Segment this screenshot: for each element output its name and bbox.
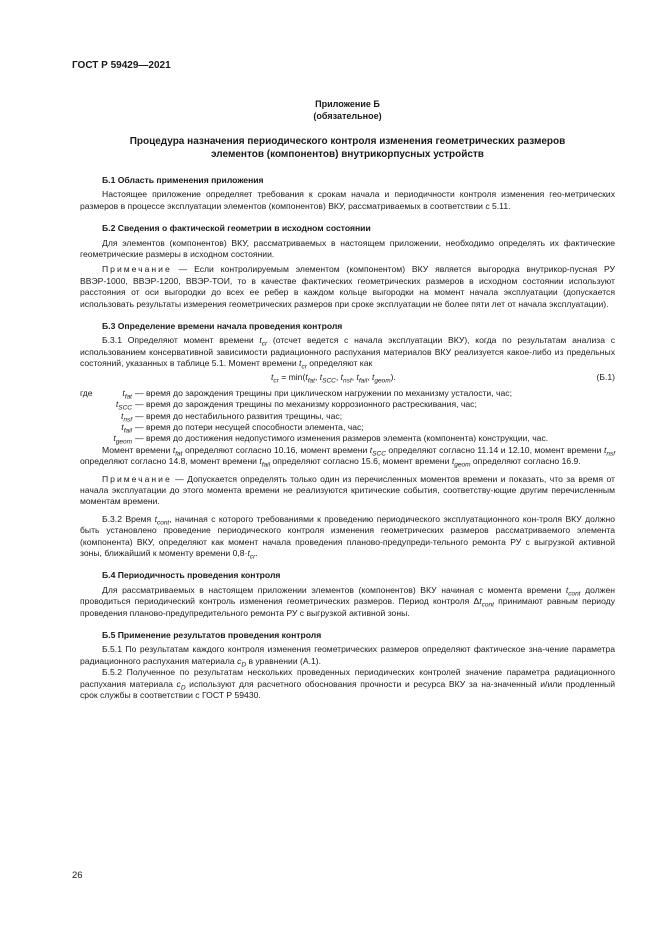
- section-b1-paragraph: Настоящее приложение определяет требования к срокам начала и периодичности контроля изменения гео-метрических размеров в процессе эксплуатации элементов (компонентов) ВКУ, рассматриваемых в соответствии с 5.11.: [80, 189, 615, 211]
- note-label: Примечание: [102, 473, 172, 484]
- appendix-title-line-2: элементов (компонентов) внутрикорпусных устройств: [211, 148, 484, 160]
- section-b2-note: Примечание — Если контролируемым элементом (компонентом) ВКУ является выгородка внутрикор-пусная РУ ВВЭР-1000, ВВЭР-1200, ВВЭР-ТОИ, то в качестве фактических геометрических размеров в исходном состоянии используют расстояния от оси выгородки до всех ее ребер в каждом кольце выгородки на момент начала эксплуатации (допускается использовать результаты измерения геометрических размеров при сроке эксплуатации не более пяти лет от начала эксплуатации).: [80, 264, 615, 309]
- section-b5-2-paragraph: Б.5.2 Полученное по результатам нескольких проведенных периодических контролей значение параметра радиационного распухания материала $c_D$ используют для расчетного обоснования прочности и ресурса ВКУ за на-значенный и/или продленный срок службы в соответствии с ГОСТ Р 59430.: [80, 667, 615, 701]
- section-b4-paragraph: Для рассматриваемых в настоящем приложении элементов (компонентов) ВКУ начиная с момента времени $t_{cont}$ должен проводиться периодический контроль изменения геометрических размеров. Период контроля $\Delta t_{cont}$ принимают равным периоду проведения планово-предупредительного ремонта РУ с выгрузкой активной зоны.: [80, 584, 615, 618]
- section-b3-heading: Б.3 Определение времени начала проведения контроля: [102, 321, 343, 332]
- definition-geom: $t_{geom}$ — время до достижения недопустимого изменения размеров элемента (компонента) конструкции, час.: [113, 433, 549, 447]
- formula-definitions: [80, 388, 615, 445]
- appendix-content: [80, 99, 615, 701]
- section-b5-heading: Б.5 Применение результатов проведения контроля: [102, 630, 322, 640]
- note-label: Примечание: [102, 264, 172, 275]
- appendix-title-line-1: Процедура назначения периодического контроля изменения геометрических размеров: [129, 136, 566, 147]
- section-b4-heading: Б.4 Периодичность проведения контроля: [102, 570, 281, 581]
- section-b3-1-references: Момент времени $t_{fat}$ определяют согласно 10.16, момент времени $t_{SCC}$ определяют согласно 11.14 и 12.10, момент времени $t_{nsf}$ определяют согласно 14.8, момент времени $t_{fail}$ определяют согласно 15.6, момент времени $t_{geom}$ определяют согласно 16.9.: [80, 444, 616, 469]
- definition-fail: $t_{fail}$ — время до потери несущей способности элемента, час;: [121, 421, 364, 435]
- section-b3-2-paragraph: Б.3.2 Время $t_{cont}$, начиная с которого требованиями к проведению периодического эксплуатационного кон-троля ВКУ должно быть установлено проведение периодического контроля изменения геометрических размеров рассматриваемого элемента (компонента) ВКУ, определяют как момент начала проведения планово-предупреди-тельного ремонта РУ с выгрузкой активной зоны, ближайший к моменту времени $0,8\cdot t_{cr}$.: [80, 513, 616, 561]
- page-number: 26: [72, 870, 83, 881]
- section-b5-1-paragraph: Б.5.1 По результатам каждого контроля изменения геометрических размеров определяют фактическое зна-чение параметра радиационного распухания материала $c_D$ в уравнении (А.1).: [80, 644, 615, 669]
- appendix-title: [80, 136, 615, 161]
- formula-number: (Б.1): [596, 371, 615, 382]
- section-b3-note: Примечание — Допускается определять только один из перечисленных моментов времени и показать, что за время от начала эксплуатации до этого момента времени не реализуются критические события, соответству-ющие другим перечисленным моментам времени.: [80, 473, 615, 507]
- section-b3-1-paragraph: Б.3.1 Определяют момент времени $t_{cr}$ (отсчет ведется с начала эксплуатации ВКУ), когда по результатам анализа с использованием консервативной зависимости радиационного распухания материалов ВКУ реализуется какое-либо из предельных состояний, указанных в таблице 5.1. Момент времени $t_{cr}$ определяют как: [80, 335, 615, 371]
- definition-nsf: $t_{nsf}$ — время до нестабильного развития трещины, час;: [120, 410, 343, 424]
- appendix-label: Приложение Б: [315, 99, 380, 109]
- section-b2-heading: Б.2 Сведения о фактической геометрии в исходном состоянии: [102, 223, 371, 234]
- formula-b1: [80, 371, 615, 385]
- definition-scc: $t_{SCC}$ — время до зарождения трещины по механизму коррозионного растрескивания, час;: [115, 399, 477, 412]
- section-b1-heading: Б.1 Область применения приложения: [102, 175, 264, 185]
- section-b2-paragraph: Для элементов (компонентов) ВКУ, рассматриваемых в настоящем приложении, необходимо определять их фактические геометрические размеры в исходном состоянии.: [80, 237, 615, 260]
- formula-expression: $t_{cr} = \min(t_{fat}$, $t_{SCC}$, $t_{nsf}$, $t_{fail}$, $t_{geom}$).: [271, 371, 396, 385]
- document-code: ГОСТ Р 59429—2021: [72, 60, 171, 71]
- appendix-status: (обязательное): [313, 110, 382, 121]
- definition-fat: где $t_{fat}$ — время до зарождения трещины при циклическом нагружении по механизму усталости, час;: [80, 387, 512, 401]
